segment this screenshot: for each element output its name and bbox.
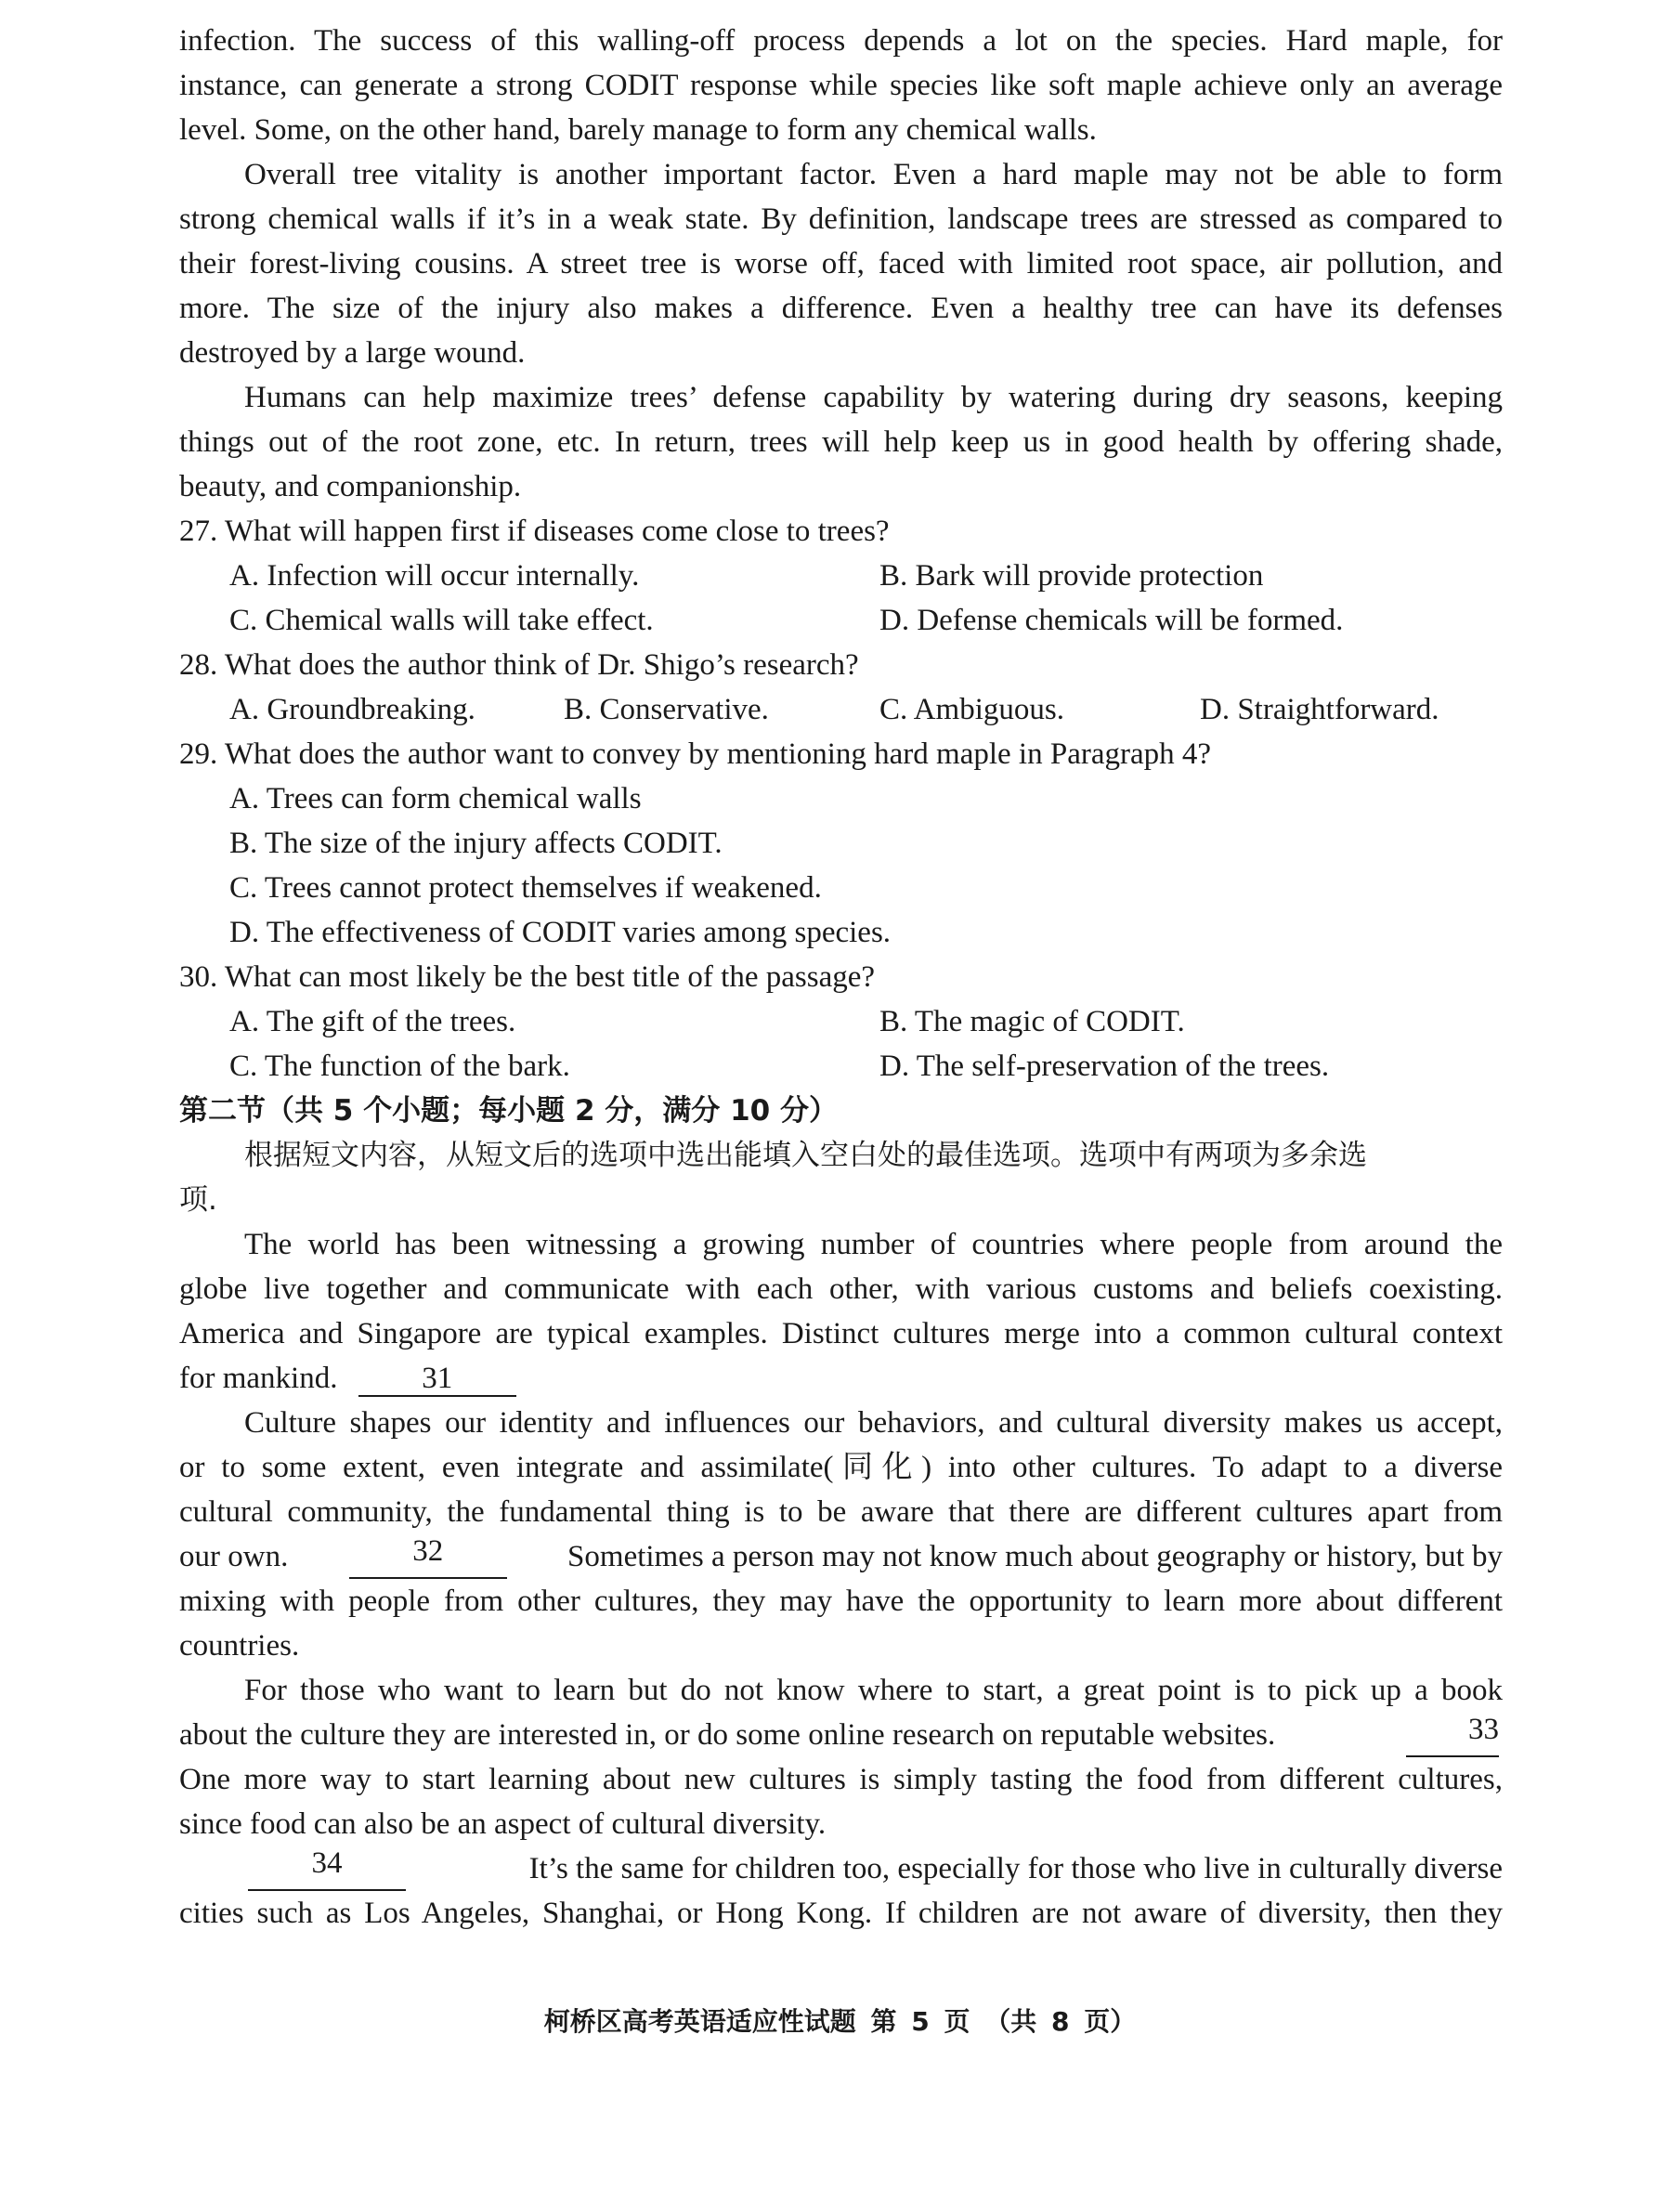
blank-31: 31 <box>358 1362 516 1397</box>
section-heading: 第二节（共 5 个小题；每小题 2 分，满分 10 分） <box>179 1094 839 1128</box>
text-line <box>179 1713 1503 1757</box>
option-30-d: D. The self-preservation of the trees. <box>879 1050 1330 1083</box>
page-footer: 柯桥区高考英语适应性试题 第 5 页 （共 8 页） <box>543 2006 1137 2037</box>
question-27-options-row1 <box>179 554 1503 598</box>
option-28-b: B. Conservative. <box>564 693 769 726</box>
question-28-stem: 28. What does the author think of Dr. Shigo’s research? <box>179 648 859 682</box>
text-line: globe live together and communicate with each other, with various customs and beliefs coexisting. <box>179 1272 1503 1306</box>
text-line <box>179 1846 1503 1891</box>
option-28-a: A. Groundbreaking. <box>229 693 475 726</box>
text-line: or to some extent, even integrate and assimilate(同化) into other cultures. To adapt to a diverse <box>179 1451 1503 1484</box>
text-line: cities such as Los Angeles, Shanghai, or Hong Kong. If children are not aware of diversity, then they <box>179 1897 1503 1930</box>
text-segment: Sometimes a person may not know much about geography or history, but by <box>567 1540 1503 1573</box>
text-line: cultural community, the fundamental thing is to be aware that there are different cultures apart from <box>179 1495 1503 1529</box>
text-line: destroyed by a large wound. <box>179 336 526 370</box>
text-line: things out of the root zone, etc. In return, trees will help keep us in good health by offering shade, <box>179 425 1503 459</box>
question-28-options <box>179 687 1503 732</box>
text-line: mixing with people from other cultures, they may have the opportunity to learn more about different <box>179 1585 1503 1618</box>
text-line: Culture shapes our identity and influences our behaviors, and cultural diversity makes us accept, <box>244 1406 1503 1440</box>
text-line: level. Some, on the other hand, barely manage to form any chemical walls. <box>179 113 1097 147</box>
text-line: strong chemical walls if it’s in a weak state. By definition, landscape trees are stressed as compared to <box>179 202 1503 236</box>
blank-32: 32 <box>349 1534 507 1579</box>
option-29-a: A. Trees can form chemical walls <box>229 782 642 815</box>
option-28-c: C. Ambiguous. <box>879 693 1064 726</box>
option-29-b: B. The size of the injury affects CODIT. <box>229 827 723 860</box>
option-28-d: D. Straightforward. <box>1200 693 1439 726</box>
text-line: more. The size of the injury also makes a difference. Even a healthy tree can have its defenses <box>179 292 1503 325</box>
question-27-stem: 27. What will happen first if diseases come close to trees? <box>179 515 890 548</box>
text-line: America and Singapore are typical examples. Distinct cultures merge into a common cultural context <box>179 1317 1503 1350</box>
text-line: Overall tree vitality is another important factor. Even a hard maple may not be able to form <box>244 158 1503 191</box>
text-line: One more way to start learning about new cultures is simply tasting the food from different cultures, <box>179 1763 1503 1796</box>
blank-34: 34 <box>248 1846 406 1891</box>
option-30-c: C. The function of the bark. <box>229 1050 570 1083</box>
text-segment: our own. <box>179 1540 289 1573</box>
option-29-c: C. Trees cannot protect themselves if weakened. <box>229 871 822 905</box>
text-line: countries. <box>179 1629 300 1663</box>
question-30-options-row2 <box>179 1044 1503 1089</box>
text-line: The world has been witnessing a growing number of countries where people from around the <box>244 1228 1503 1261</box>
exam-page <box>179 19 1503 1936</box>
option-27-b: B. Bark will provide protection <box>879 559 1264 593</box>
question-27-options-row2 <box>179 598 1503 643</box>
text-line: instance, can generate a strong CODIT response while species like soft maple achieve only an average <box>179 69 1503 102</box>
text-line: beauty, and companionship. <box>179 470 522 503</box>
blank-33: 33 <box>1406 1713 1499 1757</box>
option-27-d: D. Defense chemicals will be formed. <box>879 604 1344 637</box>
question-30-options-row1 <box>179 999 1503 1044</box>
text-line: For those who want to learn but do not know where to start, a great point is to pick up a book <box>244 1674 1503 1707</box>
option-30-a: A. The gift of the trees. <box>229 1005 516 1038</box>
question-29-stem: 29. What does the author want to convey by mentioning hard maple in Paragraph 4? <box>179 737 1212 771</box>
question-30-stem: 30. What can most likely be the best title of the passage? <box>179 960 876 994</box>
text-segment: about the culture they are interested in, or do some online research on reputable websites. <box>179 1718 1276 1752</box>
text-line: Humans can help maximize trees’ defense capability by watering during dry seasons, keeping <box>244 381 1503 414</box>
text-line: infection. The success of this walling-off process depends a lot on the species. Hard maple, for <box>179 24 1503 58</box>
text-line <box>179 1356 1503 1401</box>
option-29-d: D. The effectiveness of CODIT varies among species. <box>229 916 892 949</box>
text-line <box>179 1534 1503 1579</box>
text-segment: for mankind. <box>179 1362 338 1395</box>
text-line: since food can also be an aspect of cultural diversity. <box>179 1807 827 1841</box>
text-segment: It’s the same for children too, especially for those who live in culturally diverse <box>528 1852 1503 1885</box>
section-instruction: 根据短文内容，从短文后的选项中选出能填入空白处的最佳选项。选项中有两项为多余选 <box>244 1139 1367 1172</box>
option-27-a: A. Infection will occur internally. <box>229 559 640 593</box>
section-instruction-cont: 项. <box>179 1183 217 1217</box>
option-30-b: B. The magic of CODIT. <box>879 1005 1185 1038</box>
text-line: their forest-living cousins. A street tree is worse off, faced with limited root space, air pollution, and <box>179 247 1503 280</box>
option-27-c: C. Chemical walls will take effect. <box>229 604 654 637</box>
